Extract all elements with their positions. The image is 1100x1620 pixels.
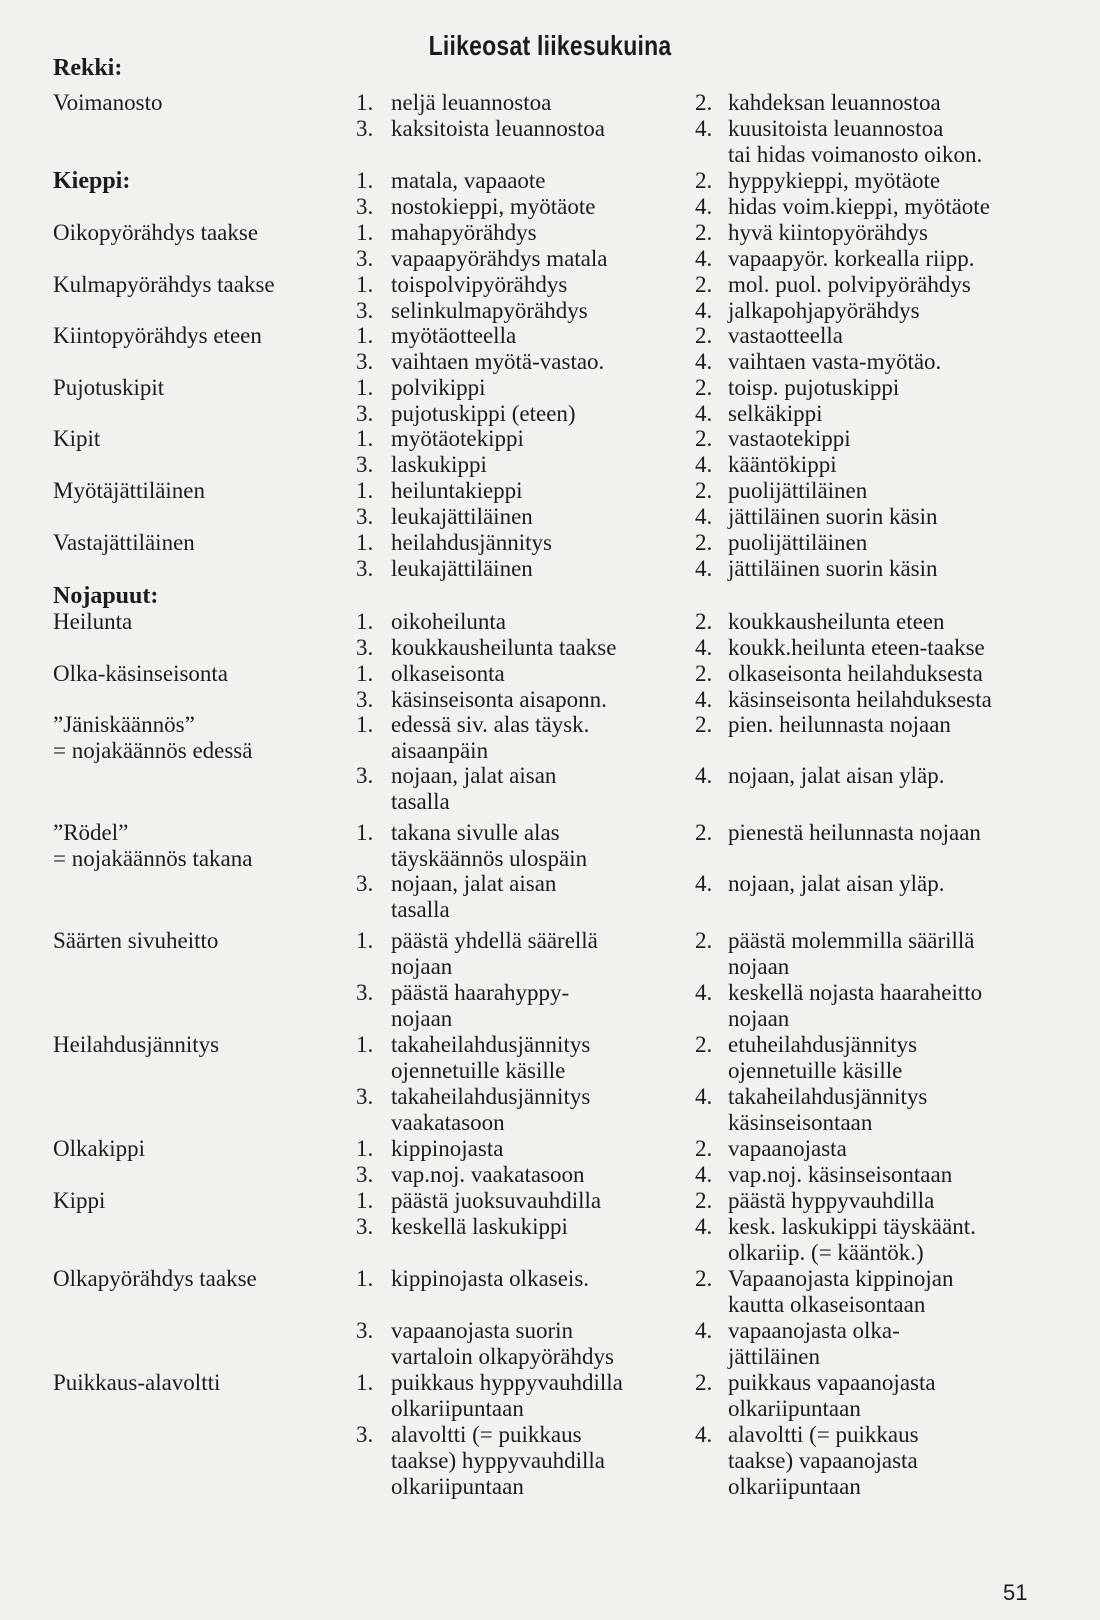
item-text: koukk.heilunta eteen-taakse (728, 635, 985, 660)
item-text: kahdeksan leuannostoa (728, 90, 941, 115)
item-text: toispolvipyörähdys (391, 272, 568, 297)
item-number: 1. (356, 712, 374, 737)
item-text: vap.noj. vaakatasoon (391, 1162, 585, 1187)
row-label: Myötäjättiläinen (53, 478, 206, 503)
row-label: Heilunta (53, 609, 133, 634)
item-text: päästä molemmilla säärillä (728, 928, 975, 953)
table-row (0, 980, 1100, 1006)
item-number: 2. (695, 1032, 713, 1057)
item-number: 3. (356, 1422, 374, 1447)
table-row (0, 820, 1100, 846)
item-text: tasalla (391, 789, 450, 814)
item-text: vapaanojasta (728, 1136, 847, 1161)
item-number: 4. (695, 556, 713, 581)
row-label: Säärten sivuheitto (53, 928, 219, 953)
item-text: takana sivulle alas (391, 820, 560, 845)
item-text: nojaan, jalat aisan (391, 871, 557, 896)
table-row (0, 142, 1100, 168)
item-number: 4. (695, 763, 713, 788)
item-text: Vapaanojasta kippinojan (728, 1266, 954, 1291)
item-text: pien. heilunnasta nojaan (728, 712, 951, 737)
item-text: edessä siv. alas täysk. (391, 712, 590, 737)
row-label: Oikopyörähdys taakse (53, 220, 259, 245)
table-row (0, 712, 1100, 738)
item-text: kippinojasta (391, 1136, 504, 1161)
item-text: kesk. laskukippi täyskäänt. (728, 1214, 976, 1239)
table-row (0, 1266, 1100, 1292)
table-row (0, 272, 1100, 298)
table-row (0, 1032, 1100, 1058)
item-number: 2. (695, 1370, 713, 1395)
item-number: 1. (356, 820, 374, 845)
table-row (0, 478, 1100, 504)
item-text: vartaloin olkapyörähdys (391, 1344, 614, 1369)
item-text: olkariipuntaan (391, 1396, 524, 1421)
item-text: keskellä laskukippi (391, 1214, 568, 1239)
table-row (0, 1006, 1100, 1032)
item-number: 1. (356, 168, 374, 193)
table-row (0, 220, 1100, 246)
row-label: Kulmapyörähdys taakse (53, 272, 275, 297)
item-text: hyvä kiintopyörähdys (728, 220, 928, 245)
item-text: vastaotteella (728, 323, 843, 348)
item-text: aisaanpäin (391, 738, 489, 763)
table-row (0, 1240, 1100, 1266)
table-row (0, 194, 1100, 220)
item-text: jättiläinen suorin käsin (728, 504, 938, 529)
item-number: 1. (356, 323, 374, 348)
item-text: vapaapyörähdys matala (391, 246, 608, 271)
row-label: = nojakäännös edessä (53, 738, 253, 763)
item-number: 4. (695, 298, 713, 323)
item-text: nostokieppi, myötäote (391, 194, 596, 219)
table-row (0, 298, 1100, 324)
table-row (0, 168, 1100, 194)
item-text: kaksitoista leuannostoa (391, 116, 605, 141)
item-text: puolijättiläinen (728, 530, 868, 555)
item-number: 4. (695, 1422, 713, 1447)
item-text: nojaan (728, 954, 790, 979)
item-text: ojennetuille käsille (728, 1058, 903, 1083)
item-text: vap.noj. käsinseisontaan (728, 1162, 953, 1187)
item-number: 4. (695, 687, 713, 712)
item-number: 3. (356, 1214, 374, 1239)
item-text: vastaotekippi (728, 426, 851, 451)
table-row (0, 789, 1100, 815)
item-number: 4. (695, 635, 713, 660)
item-text: olkariipuntaan (391, 1474, 524, 1499)
item-text: vapaapyör. korkealla riipp. (728, 246, 975, 271)
row-label: ”Rödel” (53, 820, 129, 845)
item-text: tasalla (391, 897, 450, 922)
item-number: 1. (356, 661, 374, 686)
item-text: täyskäännös ulospäin (391, 846, 588, 871)
item-text: ojennetuille käsille (391, 1058, 566, 1083)
item-number: 1. (356, 1266, 374, 1291)
item-number: 2. (695, 661, 713, 686)
item-number: 1. (356, 375, 374, 400)
item-number: 3. (356, 452, 374, 477)
table-row (0, 763, 1100, 789)
item-text: vapaanojasta olka- (728, 1318, 900, 1343)
item-text: taakse) vapaanojasta (728, 1448, 918, 1473)
item-text: leukajättiläinen (391, 504, 533, 529)
item-number: 2. (695, 1266, 713, 1291)
item-text: heilahdusjännitys (391, 530, 552, 555)
item-number: 1. (356, 1188, 374, 1213)
item-text: käsinseisonta aisaponn. (391, 687, 607, 712)
item-text: etuheilahdusjännitys (728, 1032, 918, 1057)
item-number: 4. (695, 401, 713, 426)
item-number: 2. (695, 426, 713, 451)
item-text: myötäotekippi (391, 426, 524, 451)
item-text: puikkaus hyppyvauhdilla (391, 1370, 623, 1395)
item-text: olkariipuntaan (728, 1474, 861, 1499)
item-text: jättiläinen suorin käsin (728, 556, 938, 581)
table-row (0, 1058, 1100, 1084)
item-text: koukkausheilunta taakse (391, 635, 617, 660)
item-number: 1. (356, 928, 374, 953)
table-row (0, 246, 1100, 272)
item-number: 3. (356, 1162, 374, 1187)
item-text: nojaan, jalat aisan yläp. (728, 871, 945, 896)
item-text: taakse) hyppyvauhdilla (391, 1448, 605, 1473)
item-text: jättiläinen (728, 1344, 820, 1369)
item-text: polvikippi (391, 375, 486, 400)
table-row (0, 1162, 1100, 1188)
table-row (0, 55, 1100, 81)
row-label: = nojakäännös takana (53, 846, 253, 871)
item-number: 4. (695, 246, 713, 271)
row-label: Olkakippi (53, 1136, 145, 1161)
item-number: 4. (695, 1084, 713, 1109)
table-row (0, 661, 1100, 687)
item-number: 3. (356, 1318, 374, 1343)
table-row (0, 928, 1100, 954)
table-row (0, 323, 1100, 349)
row-label: Vastajättiläinen (53, 530, 195, 555)
table-row (0, 1448, 1100, 1474)
item-text: keskellä nojasta haaraheitto (728, 980, 983, 1005)
item-text: nojaan (728, 1006, 790, 1031)
item-number: 3. (356, 871, 374, 896)
item-number: 3. (356, 246, 374, 271)
item-number: 1. (356, 426, 374, 451)
item-text: päästä haarahyppy- (391, 980, 570, 1005)
table-row (0, 556, 1100, 582)
page-number: 51 (1003, 1580, 1028, 1605)
table-row (0, 635, 1100, 661)
item-number: 2. (695, 928, 713, 953)
item-text: käsinseisontaan (728, 1110, 873, 1135)
item-text: alavoltti (= puikkaus (728, 1422, 919, 1447)
table-row (0, 452, 1100, 478)
item-text: myötäotteella (391, 323, 517, 348)
item-text: alavoltti (= puikkaus (391, 1422, 582, 1447)
item-text: leukajättiläinen (391, 556, 533, 581)
item-text: takaheilahdusjännitys (391, 1032, 591, 1057)
item-number: 2. (695, 820, 713, 845)
item-number: 2. (695, 168, 713, 193)
item-text: hyppykieppi, myötäote (728, 168, 941, 193)
table-row (0, 426, 1100, 452)
item-number: 2. (695, 1136, 713, 1161)
table-row (0, 897, 1100, 923)
item-text: päästä hyppyvauhdilla (728, 1188, 935, 1213)
item-text: kuusitoista leuannostoa (728, 116, 944, 141)
table-row (0, 609, 1100, 635)
section-heading: Kieppi: (53, 168, 131, 194)
item-text: tai hidas voimanosto oikon. (728, 142, 983, 167)
item-text: pienestä heilunnasta nojaan (728, 820, 981, 845)
row-label: ”Jäniskäännös” (53, 712, 195, 737)
item-number: 4. (695, 980, 713, 1005)
table-row (0, 687, 1100, 713)
row-label: Kippi (53, 1188, 106, 1213)
item-number: 1. (356, 1136, 374, 1161)
item-number: 3. (356, 504, 374, 529)
section-heading: Nojapuut: (53, 583, 159, 609)
table-row (0, 1370, 1100, 1396)
item-text: kääntökippi (728, 452, 837, 477)
item-text: heiluntakieppi (391, 478, 523, 503)
item-text: puolijättiläinen (728, 478, 868, 503)
item-number: 3. (356, 980, 374, 1005)
item-text: toisp. pujotuskippi (728, 375, 900, 400)
table-row (0, 871, 1100, 897)
item-number: 3. (356, 116, 374, 141)
item-text: kautta olkaseisontaan (728, 1292, 926, 1317)
item-text: käsinseisonta heilahduksesta (728, 687, 992, 712)
item-number: 1. (356, 609, 374, 634)
item-text: takaheilahdusjännitys (391, 1084, 591, 1109)
item-text: nojaan, jalat aisan yläp. (728, 763, 945, 788)
item-number: 3. (356, 194, 374, 219)
item-text: puikkaus vapaanojasta (728, 1370, 936, 1395)
item-number: 4. (695, 349, 713, 374)
row-label: Heilahdusjännitys (53, 1032, 220, 1057)
row-label: Voimanosto (53, 90, 163, 115)
table-row (0, 1396, 1100, 1422)
item-number: 2. (695, 90, 713, 115)
item-text: mol. puol. polvipyörähdys (728, 272, 971, 297)
item-text: vaihtaen vasta-myötäo. (728, 349, 942, 374)
item-number: 3. (356, 635, 374, 660)
page-title: Liikeosat liikesukuina (428, 30, 672, 61)
item-number: 4. (695, 1318, 713, 1343)
table-row (0, 530, 1100, 556)
item-text: nojaan (391, 1006, 453, 1031)
table-row (0, 954, 1100, 980)
item-text: päästä yhdellä säärellä (391, 928, 598, 953)
item-number: 4. (695, 1214, 713, 1239)
item-text: selinkulmapyörähdys (391, 298, 588, 323)
table-row (0, 1110, 1100, 1136)
item-number: 4. (695, 504, 713, 529)
table-row (0, 846, 1100, 872)
item-text: olkaseisonta (391, 661, 505, 686)
item-text: vaakatasoon (391, 1110, 505, 1135)
table-row (0, 90, 1100, 116)
table-row (0, 583, 1100, 609)
table-row (0, 116, 1100, 142)
item-text: pujotuskippi (eteen) (391, 401, 576, 426)
row-label: Olkapyörähdys taakse (53, 1266, 257, 1291)
item-number: 2. (695, 272, 713, 297)
item-text: vaihtaen myötä-vastao. (391, 349, 605, 374)
row-label: Kiintopyörähdys eteen (53, 323, 262, 348)
table-row (0, 375, 1100, 401)
row-label: Pujotuskipit (53, 375, 165, 400)
item-number: 4. (695, 871, 713, 896)
table-row (0, 1136, 1100, 1162)
item-number: 4. (695, 116, 713, 141)
item-number: 2. (695, 375, 713, 400)
row-label: Puikkaus-alavoltti (53, 1370, 221, 1395)
item-number: 1. (356, 272, 374, 297)
section-heading: Rekki: (53, 55, 123, 81)
item-number: 2. (695, 478, 713, 503)
item-number: 1. (356, 220, 374, 245)
item-number: 4. (695, 452, 713, 477)
item-number: 2. (695, 609, 713, 634)
item-text: päästä juoksuvauhdilla (391, 1188, 602, 1213)
table-row (0, 1084, 1100, 1110)
item-text: takaheilahdusjännitys (728, 1084, 928, 1109)
item-number: 1. (356, 478, 374, 503)
item-number: 3. (356, 687, 374, 712)
table-row (0, 401, 1100, 427)
table-row (0, 349, 1100, 375)
item-number: 2. (695, 1188, 713, 1213)
item-number: 2. (695, 530, 713, 555)
item-number: 4. (695, 194, 713, 219)
item-text: matala, vapaaote (391, 168, 546, 193)
item-number: 3. (356, 349, 374, 374)
item-number: 2. (695, 323, 713, 348)
table-row (0, 1474, 1100, 1500)
item-number: 4. (695, 1162, 713, 1187)
item-text: nojaan (391, 954, 453, 979)
item-text: jalkapohjapyörähdys (728, 298, 920, 323)
item-number: 2. (695, 712, 713, 737)
row-label: Olka-käsinseisonta (53, 661, 229, 686)
item-number: 3. (356, 298, 374, 323)
item-number: 1. (356, 1032, 374, 1057)
item-number: 3. (356, 401, 374, 426)
item-text: olkaseisonta heilahduksesta (728, 661, 983, 686)
item-text: hidas voim.kieppi, myötäote (728, 194, 990, 219)
item-number: 1. (356, 530, 374, 555)
table-row (0, 504, 1100, 530)
item-text: selkäkippi (728, 401, 823, 426)
item-number: 1. (356, 90, 374, 115)
table-row (0, 738, 1100, 764)
item-number: 3. (356, 1084, 374, 1109)
table-row (0, 1188, 1100, 1214)
item-text: nojaan, jalat aisan (391, 763, 557, 788)
table-row (0, 1422, 1100, 1448)
item-text: olkariip. (= kääntök.) (728, 1240, 924, 1265)
item-text: koukkausheilunta eteen (728, 609, 945, 634)
item-text: oikoheilunta (391, 609, 506, 634)
item-text: neljä leuannostoa (391, 90, 552, 115)
item-text: kippinojasta olkaseis. (391, 1266, 590, 1291)
item-text: laskukippi (391, 452, 487, 477)
table-row (0, 1214, 1100, 1240)
item-text: vapaanojasta suorin (391, 1318, 574, 1343)
item-text: olkariipuntaan (728, 1396, 861, 1421)
row-label: Kipit (53, 426, 101, 451)
table-row (0, 1292, 1100, 1318)
item-number: 2. (695, 220, 713, 245)
item-text: mahapyörähdys (391, 220, 537, 245)
item-number: 3. (356, 763, 374, 788)
item-number: 3. (356, 556, 374, 581)
table-row (0, 1318, 1100, 1344)
item-number: 1. (356, 1370, 374, 1395)
table-row (0, 1344, 1100, 1370)
